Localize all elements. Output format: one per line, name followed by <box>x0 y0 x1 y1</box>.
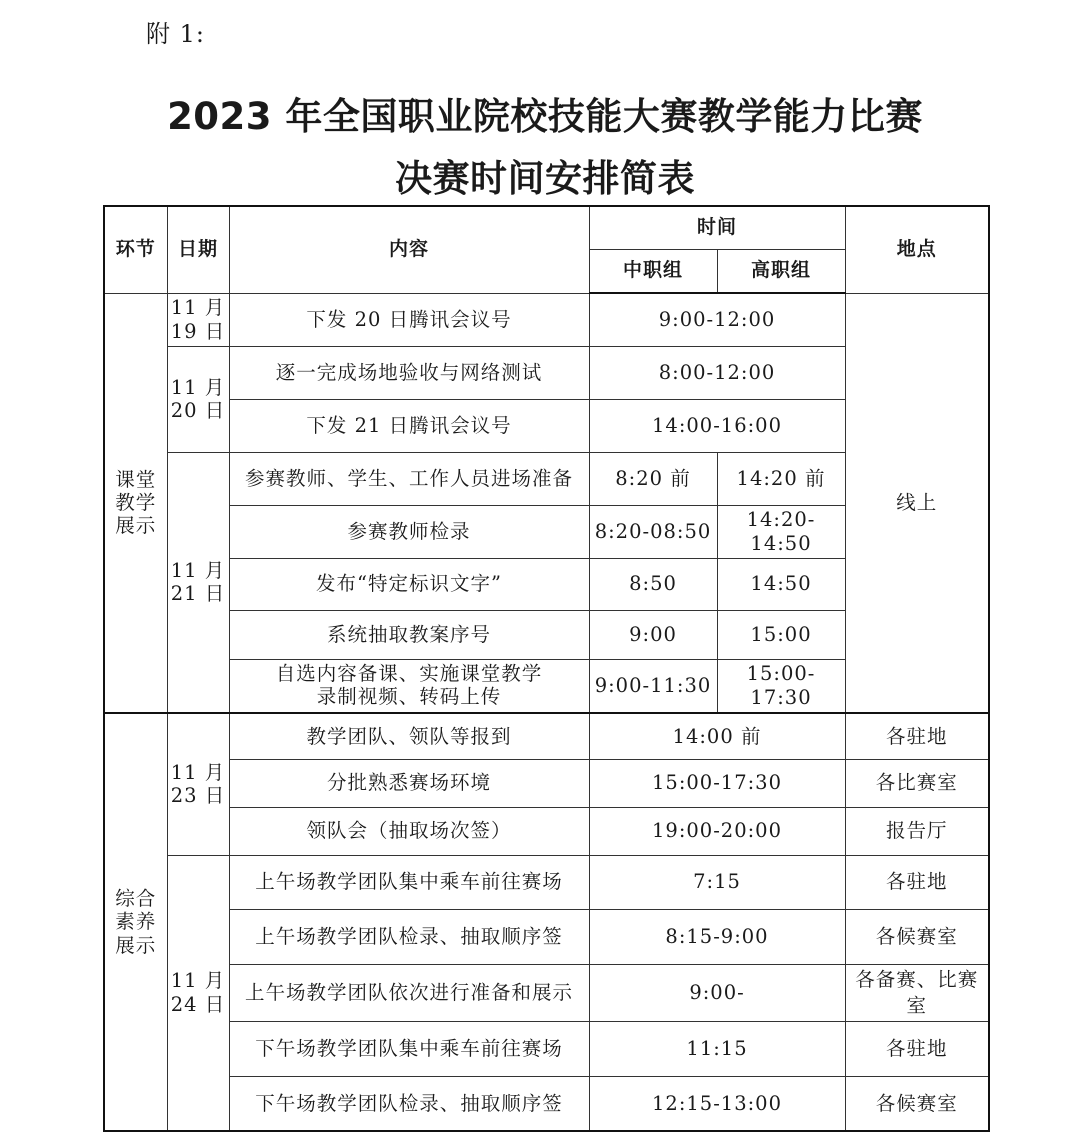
location-cell: 各驻地 <box>845 713 989 759</box>
location-cell: 各备赛、比赛 室 <box>845 964 989 1021</box>
date-cell: 11 月 19 日 <box>167 293 229 346</box>
content-cell: 发布“特定标识文字” <box>229 558 589 610</box>
content-cell: 教学团队、领队等报到 <box>229 713 589 759</box>
location-cell: 各候赛室 <box>845 1076 989 1131</box>
time-cell: 12:15-13:00 <box>589 1076 845 1131</box>
header-section: 环节 <box>104 206 167 293</box>
time-secondary-cell: 9:00-11:30 <box>589 659 717 713</box>
time-cell: 7:15 <box>589 855 845 909</box>
date-cell: 11 月 20 日 <box>167 346 229 452</box>
content-cell: 自选内容备课、实施课堂教学 录制视频、转码上传 <box>229 659 589 713</box>
time-cell: 15:00-17:30 <box>589 759 845 807</box>
location-cell: 各驻地 <box>845 855 989 909</box>
header-date: 日期 <box>167 206 229 293</box>
time-higher-cell: 14:20-14:50 <box>717 505 845 558</box>
location-cell: 报告厅 <box>845 807 989 855</box>
time-cell: 9:00- <box>589 964 845 1021</box>
content-cell: 下午场教学团队检录、抽取顺序签 <box>229 1076 589 1131</box>
document-title: 2023 年全国职业院校技能大赛教学能力比赛 <box>167 95 923 138</box>
document-subtitle: 决赛时间安排简表 <box>395 157 695 200</box>
content-cell: 上午场教学团队依次进行准备和展示 <box>229 964 589 1021</box>
content-cell: 下发 21 日腾讯会议号 <box>229 399 589 452</box>
time-higher-cell: 15:00 <box>717 610 845 659</box>
header-content: 内容 <box>229 206 589 293</box>
content-cell: 上午场教学团队检录、抽取顺序签 <box>229 909 589 964</box>
time-secondary-cell: 9:00 <box>589 610 717 659</box>
time-higher-cell: 14:20 前 <box>717 452 845 505</box>
annex-label: 附 1: <box>146 20 205 48</box>
time-cell: 9:00-12:00 <box>589 293 845 346</box>
time-secondary-cell: 8:20-08:50 <box>589 505 717 558</box>
content-cell: 上午场教学团队集中乘车前往赛场 <box>229 855 589 909</box>
content-cell: 参赛教师检录 <box>229 505 589 558</box>
schedule-table <box>103 205 990 1132</box>
section-name: 综合 素养 展示 <box>104 713 167 1131</box>
content-cell: 分批熟悉赛场环境 <box>229 759 589 807</box>
location-cell: 各比赛室 <box>845 759 989 807</box>
location-cell: 各候赛室 <box>845 909 989 964</box>
time-cell: 14:00 前 <box>589 713 845 759</box>
content-cell: 下午场教学团队集中乘车前往赛场 <box>229 1021 589 1076</box>
content-cell: 参赛教师、学生、工作人员进场准备 <box>229 452 589 505</box>
time-higher-cell: 15:00-17:30 <box>717 659 845 713</box>
section-name: 课堂 教学 展示 <box>104 293 167 713</box>
time-higher-cell: 14:50 <box>717 558 845 610</box>
date-cell: 11 月 21 日 <box>167 452 229 713</box>
header-time-higher: 高职组 <box>717 249 845 293</box>
content-cell: 逐一完成场地验收与网络测试 <box>229 346 589 399</box>
time-cell: 8:00-12:00 <box>589 346 845 399</box>
time-cell: 8:15-9:00 <box>589 909 845 964</box>
header-time-secondary: 中职组 <box>589 249 717 293</box>
content-cell: 下发 20 日腾讯会议号 <box>229 293 589 346</box>
time-secondary-cell: 8:50 <box>589 558 717 610</box>
time-cell: 19:00-20:00 <box>589 807 845 855</box>
header-time: 时间 <box>589 206 845 249</box>
time-cell: 11:15 <box>589 1021 845 1076</box>
date-cell: 11 月 23 日 <box>167 713 229 855</box>
time-secondary-cell: 8:20 前 <box>589 452 717 505</box>
content-cell: 领队会（抽取场次签） <box>229 807 589 855</box>
content-cell: 系统抽取教案序号 <box>229 610 589 659</box>
header-location: 地点 <box>845 206 989 293</box>
location-cell: 线上 <box>845 293 989 713</box>
time-cell: 14:00-16:00 <box>589 399 845 452</box>
date-cell: 11 月 24 日 <box>167 855 229 1131</box>
location-cell: 各驻地 <box>845 1021 989 1076</box>
